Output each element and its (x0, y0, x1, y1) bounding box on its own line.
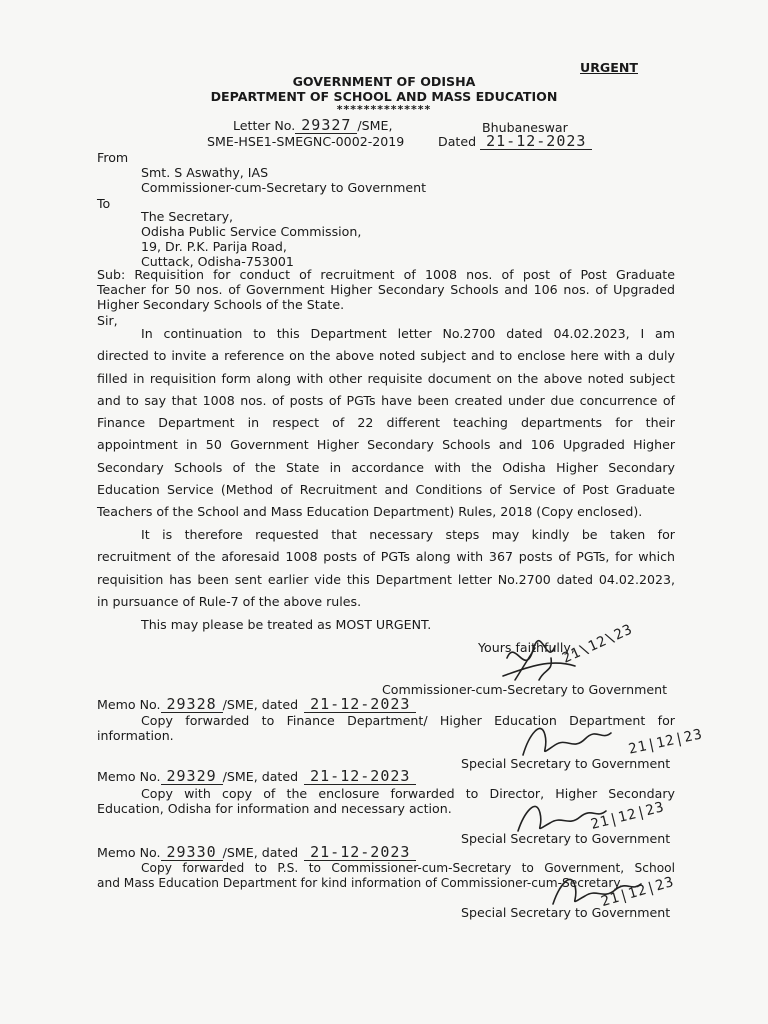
letter-suffix: /SME, (357, 118, 393, 133)
memo-mid: /SME, dated (222, 769, 299, 784)
body-line: appointment in 50 Government Higher Secondary Schools and 106 Upgraded Higher (97, 437, 675, 453)
memo-label: Memo No. (97, 697, 161, 712)
memo-signatory: Special Secretary to Government (461, 905, 671, 920)
body-line: In continuation to this Department letter No.2700 dated 04.02.2023, I am (141, 326, 675, 341)
memo-signature-date: 21|12|23 (599, 873, 677, 911)
letter-date-line (438, 134, 592, 150)
to-line: 19, Dr. P.K. Parija Road, (141, 239, 287, 254)
subject (97, 267, 675, 312)
memo-line: Copy forwarded to P.S. to Commissioner-cum-Secretary to Government, School (141, 861, 675, 875)
subject-line: Teacher for 50 nos. of Government Higher Secondary Schools and 106 nos. of Upgraded (97, 282, 675, 297)
letter-number-line (233, 118, 393, 134)
header-stars: ************** (336, 103, 432, 116)
main-signature-date: 21\12\23 (560, 621, 636, 667)
body-line: recruitment of the aforesaid 1008 posts of PGTs along with 367 posts of PGTs, for which (97, 549, 675, 565)
yours-faithfully: Yours faithfully, (478, 640, 575, 655)
memo-label: Memo No. (97, 769, 161, 784)
memo-signature (515, 715, 625, 760)
letter-place: Bhubaneswar (482, 120, 568, 135)
to-line: The Secretary, (141, 209, 234, 224)
memo-signatory: Special Secretary to Government (461, 756, 671, 771)
memo-line: Education, Odisha for information and necessary action. (97, 801, 452, 816)
memo-number: 29329 (161, 769, 223, 785)
memo-signature-date: 21|12|23 (589, 799, 667, 833)
memo-header (97, 845, 416, 861)
from-label: From (97, 150, 129, 165)
memo-line: Copy with copy of the enclosure forwarded to Director, Higher Secondary (141, 786, 675, 801)
memo-date: 21-12-2023 (304, 845, 416, 861)
body-paragraph-3: This may please be treated as MOST URGENT. (141, 617, 432, 632)
body-line: Secondary Schools of the State in accordance with the Odisha Higher Secondary (97, 459, 675, 475)
body-line: Teachers of the School and Mass Education Department) Rules, 2018 (Copy enclosed). (97, 504, 643, 520)
memo-header (97, 769, 416, 785)
body-line: Education Service (Method of Recruitment and Conditions of Service of Post Graduate (97, 482, 675, 498)
from-designation: Commissioner-cum-Secretary to Government (141, 180, 427, 195)
memo-date: 21-12-2023 (304, 769, 416, 785)
memo-header (97, 697, 416, 713)
memo-label: Memo No. (97, 845, 161, 860)
to-line: Cuttack, Odisha-753001 (141, 254, 294, 269)
urgent-label: URGENT (580, 60, 638, 75)
letter-no-label: Letter No. (233, 118, 296, 133)
file-number: SME-HSE1-SMEGNC-0002-2019 (207, 134, 405, 149)
body-paragraph-1 (97, 323, 675, 524)
memo-number: 29330 (161, 845, 223, 861)
memo-mid: /SME, dated (222, 697, 299, 712)
body-line: filled in requisition form along with other requisite document on the above noted subject (97, 370, 675, 386)
body-line: in pursuance of Rule-7 of the above rules. (97, 593, 362, 609)
to-label: To (97, 196, 111, 211)
government-title: GOVERNMENT OF ODISHA (292, 74, 476, 89)
memo-mid: /SME, dated (222, 845, 299, 860)
memo-line: Copy forwarded to Finance Department/ Higher Education Department for (141, 713, 675, 728)
body-line: It is therefore requested that necessary steps may kindly be taken for (141, 527, 675, 542)
department-title: DEPARTMENT OF SCHOOL AND MASS EDUCATION (210, 89, 558, 104)
memo-number: 29328 (161, 697, 223, 713)
body-paragraph-2 (97, 524, 675, 613)
subject-line: Higher Secondary Schools of the State. (97, 297, 345, 312)
salutation: Sir, (97, 313, 118, 328)
memo-signatory: Special Secretary to Government (461, 831, 671, 846)
from-name: Smt. S Aswathy, IAS (141, 165, 269, 180)
to-line: Odisha Public Service Commission, (141, 224, 362, 239)
memo-line: and Mass Education Department for kind information of Commissioner-cum-Secretary. (97, 876, 623, 890)
body-line: and to say that 1008 nos. of posts of PGTs have been created under due concurrence of (97, 392, 675, 408)
body-line: directed to invite a reference on the above noted subject and to enclose here with a duly (97, 348, 675, 364)
subject-line: Sub: Requisition for conduct of recruitment of 1008 nos. of post of Post Graduate (97, 267, 675, 282)
body-line: Finance Department in respect of 22 different teaching departments for their (97, 415, 675, 431)
memo-date: 21-12-2023 (304, 697, 416, 713)
memo-signature-date: 21|12|23 (627, 726, 705, 758)
dated-label: Dated (438, 134, 477, 149)
memo-line: information. (97, 728, 174, 743)
body-line: requisition has been sent earlier vide this Department letter No.2700 dated 04.02.2023, (97, 571, 675, 587)
closing-designation: Commissioner-cum-Secretary to Government (382, 682, 668, 697)
letter-number: 29327 (295, 118, 357, 134)
letter-date: 21-12-2023 (480, 134, 592, 150)
